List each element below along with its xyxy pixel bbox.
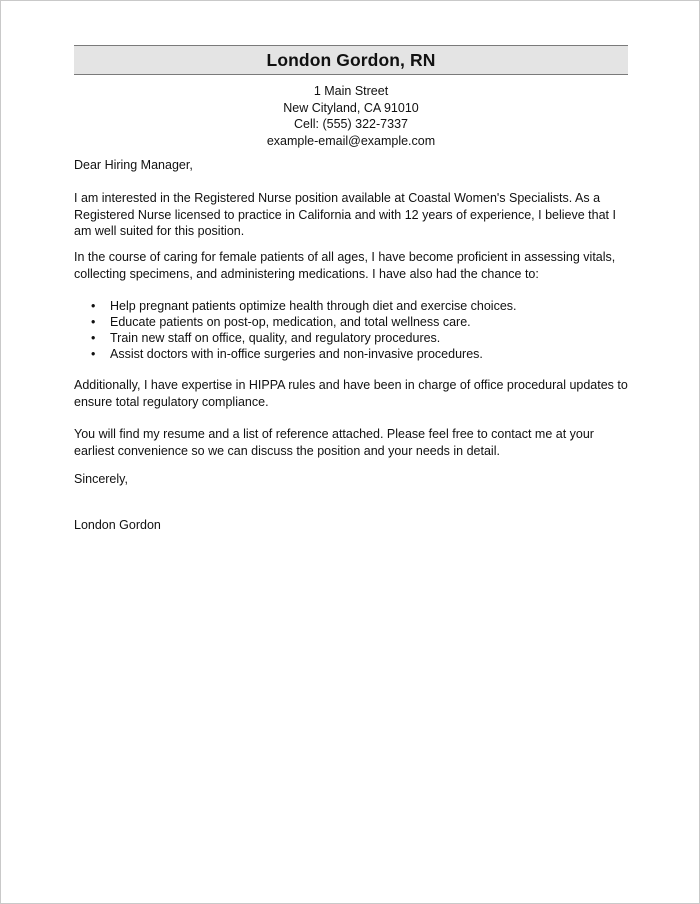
bullet-text: Assist doctors with in-office surgeries and non-invasive procedures.	[110, 347, 483, 361]
salutation-text: Dear Hiring Manager,	[74, 158, 193, 172]
bullet-text: Train new staff on office, quality, and regulatory procedures.	[110, 331, 441, 345]
salutation	[74, 157, 634, 174]
bullet-item	[74, 346, 634, 362]
paragraph-closing	[74, 426, 634, 459]
valediction-text: Sincerely,	[74, 472, 128, 486]
paragraph-hipaa	[74, 377, 634, 410]
bullet-icon: •	[91, 299, 96, 313]
contact-city: New Cityland, CA 91010	[283, 100, 419, 115]
bullet-icon: •	[91, 331, 96, 345]
skills-bullet-list	[74, 298, 634, 362]
contact-cell: Cell: (555) 322-7337	[294, 117, 408, 131]
paragraph-hipaa-text: Additionally, I have expertise in HIPPA rules and have been in charge of office procedural updates to ensure total regulatory compliance.	[74, 378, 628, 409]
signature-name: London Gordon	[74, 518, 161, 532]
paragraph-intro	[74, 190, 634, 240]
paragraph-intro-text: I am interested in the Registered Nurse position available at Coastal Women's Specialists. As a Registered Nurse licensed to practice in California and with 12 years of experience, I believe that I am well suited for this position.	[74, 191, 616, 238]
bullet-text: Educate patients on post-op, medication, and total wellness care.	[110, 315, 471, 329]
contact-email: example-email@example.com	[266, 133, 436, 148]
bullet-text: Help pregnant patients optimize health through diet and exercise choices.	[110, 299, 517, 313]
paragraph-experience-text: In the course of caring for female patients of all ages, I have become proficient in assessing vitals, collecting specimens, and administering medications. I have also had the chance to:	[74, 250, 616, 281]
valediction	[74, 471, 634, 488]
bullet-item	[74, 298, 634, 314]
bullet-item	[74, 314, 634, 330]
name-header-bar	[74, 45, 628, 75]
contact-street: 1 Main Street	[313, 84, 389, 98]
bullet-icon: •	[91, 347, 96, 361]
contact-block	[74, 83, 628, 149]
bullet-icon: •	[91, 315, 96, 329]
signature	[74, 517, 634, 534]
applicant-name: London Gordon, RN	[266, 49, 436, 70]
bullet-item	[74, 330, 634, 346]
paragraph-experience	[74, 249, 634, 282]
paragraph-closing-text: You will find my resume and a list of reference attached. Please feel free to contact me at your earliest convenience so we can discuss the position and your needs in detail.	[74, 427, 594, 458]
